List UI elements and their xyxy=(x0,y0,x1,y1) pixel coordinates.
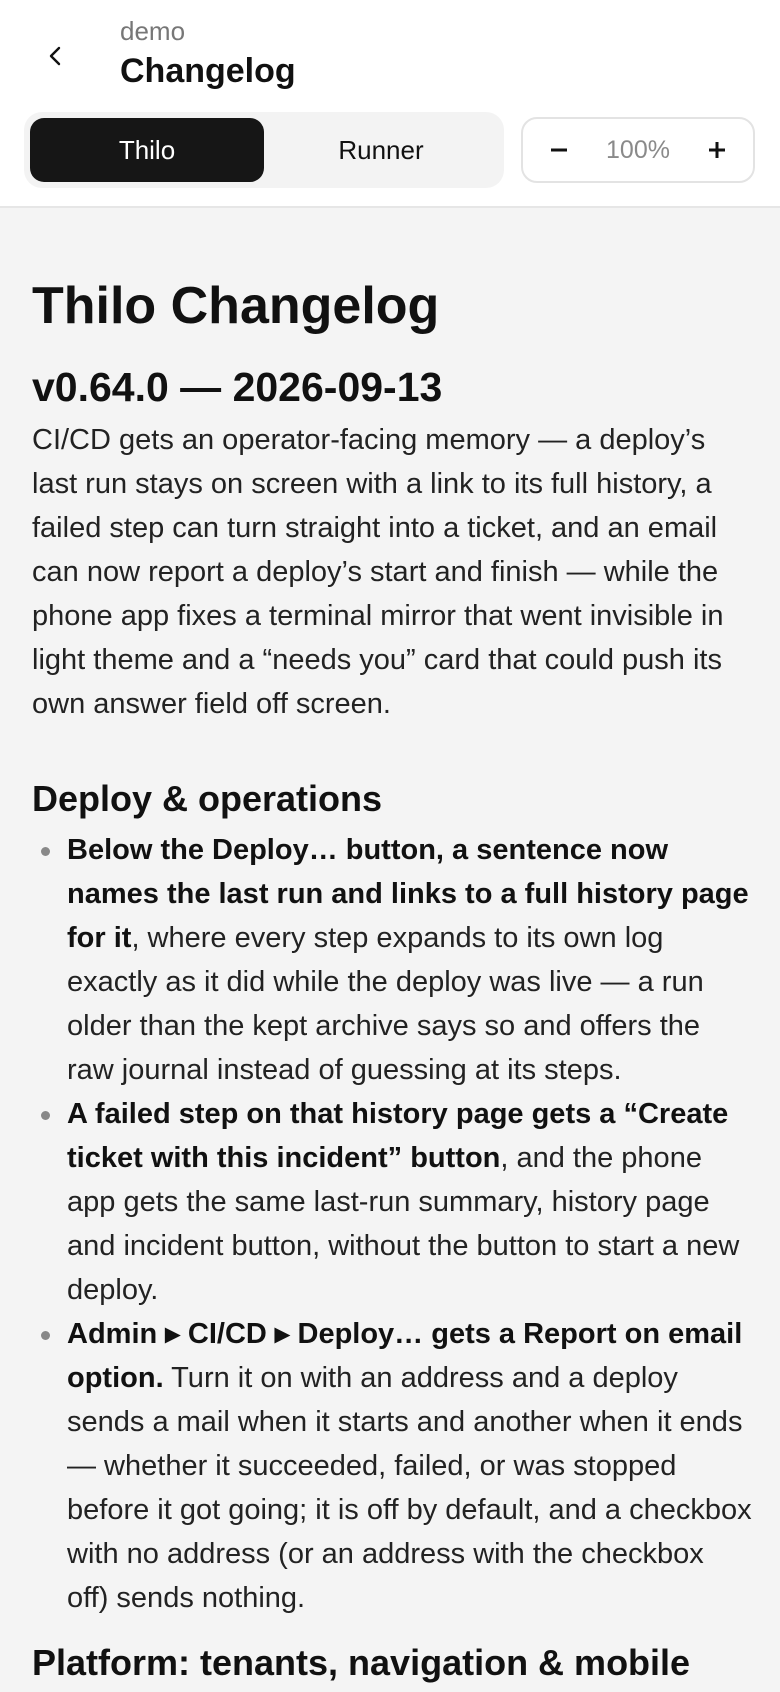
zoom-in-button[interactable] xyxy=(681,119,753,181)
zoom-out-button[interactable] xyxy=(523,119,595,181)
list-item-text: , and the phone app gets the same last-run summary, history page and incident button, without the button to start a new deploy. xyxy=(67,1142,740,1306)
chevron-left-icon xyxy=(45,45,67,67)
plus-icon xyxy=(707,140,727,160)
version-intro: CI/CD gets an operator-facing memory — a deploy’s last run stays on screen with a link to its full history, a failed step can turn straight into a ticket, and an email can now report a deploy’s start and finish — while the phone app fixes a terminal mirror that went invisible in light theme and a “needs you” card that could push its own answer field off screen. xyxy=(32,424,724,720)
doc-title: Thilo Changelog xyxy=(32,277,440,335)
deploy-items-list xyxy=(32,828,752,1620)
tab-runner[interactable]: Runner xyxy=(338,134,424,165)
section-heading-platform: Platform: tenants, navigation & mobile xyxy=(32,1642,691,1683)
list-item xyxy=(32,1312,752,1620)
back-button[interactable] xyxy=(36,36,76,76)
tab-thilo[interactable]: Thilo xyxy=(30,118,264,182)
list-item-text: , where every step expands to its own log exactly as it did while the deploy was live — a run older than the kept archive says so and offers the raw journal instead of guessing at its steps. xyxy=(67,922,704,1086)
list-item xyxy=(32,828,752,1092)
list-item-text: Turn it on with an address and a deploy sends a mail when it starts and another when it ends — whether it succeeded, failed, or was stopped before it got going; it is off by default, and a checkbox with no address (or an address with the checkbox off) sends nothing. xyxy=(67,1362,752,1614)
version-heading: v0.64.0 — 2026-09-13 xyxy=(32,364,443,410)
section-heading-deploy: Deploy & operations xyxy=(32,778,383,819)
page-title: Changelog xyxy=(120,52,296,90)
list-item-bold: Admin ▸ CI/CD ▸ Deploy… gets a Report on email option. xyxy=(67,1318,743,1394)
header-subtitle: demo xyxy=(120,16,186,46)
changelog-content xyxy=(32,270,752,1692)
app-header xyxy=(0,0,780,208)
list-item-bold: Below the Deploy… button, a sentence now names the last run and links to a full history page for it xyxy=(67,834,749,954)
zoom-level: 100% xyxy=(606,135,670,164)
list-item xyxy=(32,1092,752,1312)
zoom-control xyxy=(521,117,755,183)
minus-icon xyxy=(549,140,569,160)
list-item-bold: A failed step on that history page gets a “Create ticket with this incident” button xyxy=(67,1098,729,1174)
source-segmented-control xyxy=(24,112,504,188)
